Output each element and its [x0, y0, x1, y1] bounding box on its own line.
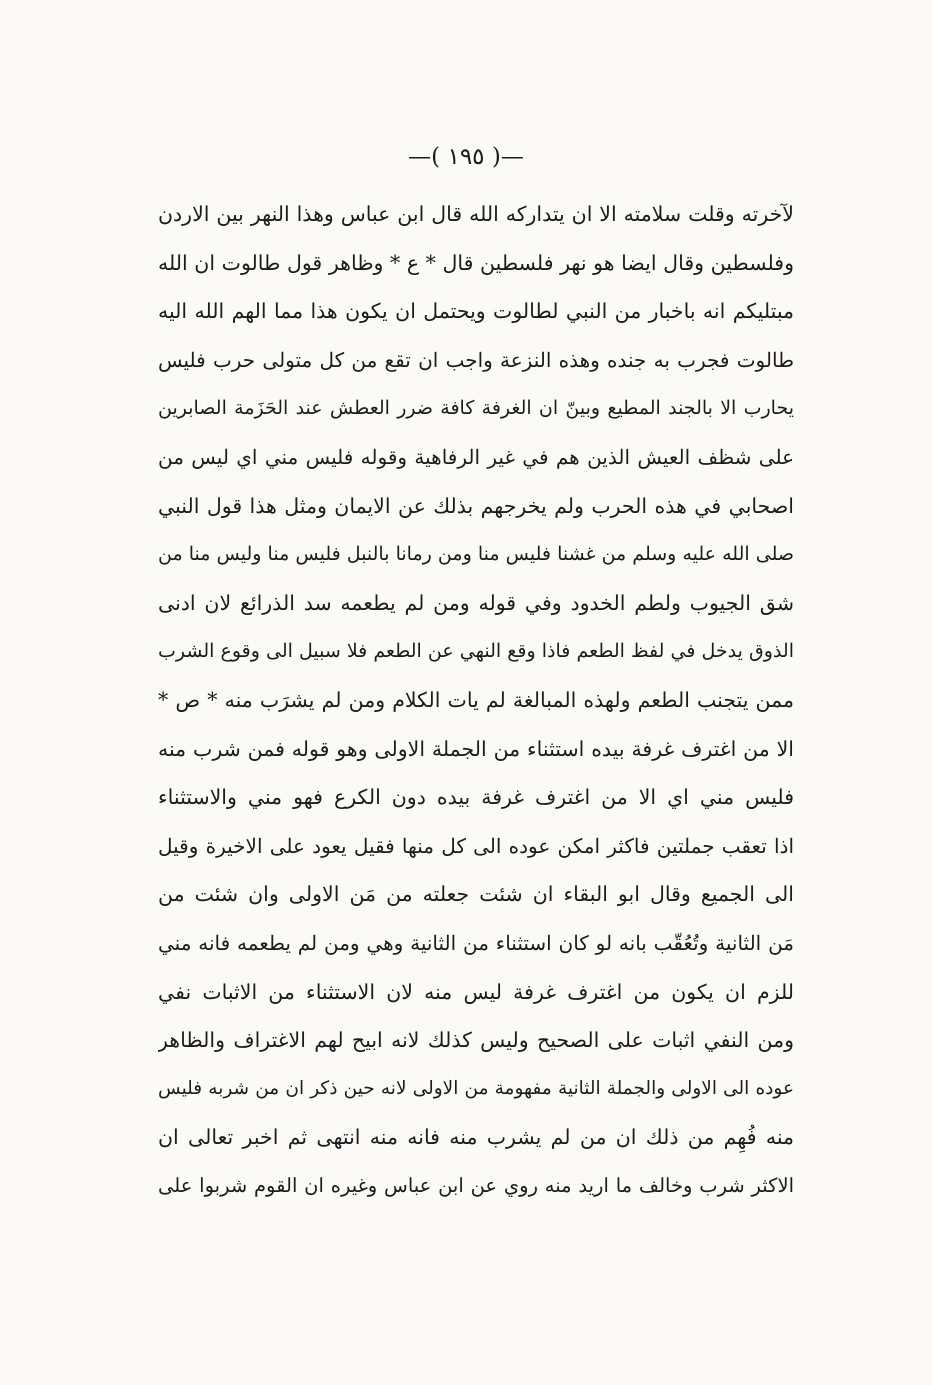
text-line: ممن يتجنب الطعم ولهذه المبالغة لم يات الكلام ومن لم يشرَب منه * ص *: [158, 687, 794, 712]
text-line: اصحابي في هذه الحرب ولم يخرجهم بذلك عن الايمان ومثل هذا قول النبي: [158, 493, 794, 518]
text-line: يحارب الا بالجند المطيع وبينّ ان الغرفة كافة ضرر العطش عند الحَزَمة الصابرين: [158, 397, 794, 420]
text-line: لآخرته وقلت سلامته الا ان يتداركه الله قال ابن عباس وهذا النهر بين الاردن: [158, 202, 794, 226]
page-number: —( ١٩٥ )—: [408, 144, 524, 170]
text-line: وفلسطين وقال ايضا هو نهر فلسطين قال * ع * وظاهر قول طالوت ان الله: [158, 250, 794, 275]
text-line: الا من اغترف غرفة بيده استثناء من الجملة الاولى وهو قوله فمن شرب منه: [158, 736, 794, 761]
text-line: الاكثر شرب وخالف ما اريد منه روي عن ابن عباس وغيره ان القوم شربوا على: [158, 1173, 794, 1197]
text-line: طالوت فجرب به جنده وهذه النزعة واجب ان تقع من كل متولى حرب فليس: [158, 347, 794, 372]
text-line: منه فُهِم من ذلك ان من لم يشرب منه فانه منه انتهى ثم اخبر تعالى ان: [158, 1125, 794, 1150]
text-line: مبتليكم انه باخبار من النبي لطالوت ويحتمل ان يكون هذا مما الهم الله اليه: [158, 299, 794, 324]
text-line: اذا تعقب جملتين فاكثر امكن عوده الى كل منها فقيل يعود على الاخيرة وقيل: [158, 833, 794, 858]
text-line: مَن الثانية وتُعُقّب بانه لو كان استثناء من الثانية وهي ومن لم يطعمه فانه مني: [158, 930, 794, 955]
text-line: عوده الى الاولى والجملة الثانية مفهومة من الاولى لانه حين ذكر ان من شربه فليس: [158, 1077, 794, 1099]
text-line: للزم ان يكون من اغترف غرفة ليس منه لان الاستثناء من الاثبات نفي: [158, 979, 794, 1004]
text-line: على شظف العيش الذين هم في غير الرفاهية وقوله فليس مني اي ليس من: [158, 444, 794, 469]
text-line: شق الجيوب ولطم الخدود وفي قوله ومن لم يطعمه سد الذرائع لان ادنى: [158, 590, 794, 615]
text-line: صلى الله عليه وسلم من غشنا فليس منا ومن رمانا بالنبل فليس منا وليس منا من: [158, 543, 794, 566]
body-text: [158, 190, 794, 1210]
text-line: فليس مني اي الا من اغترف غرفة بيده دون الكرع فهو مني والاستثناء: [158, 785, 794, 810]
text-line: الذوق يدخل في لفظ الطعم فاذا وقع النهي عن الطعم فلا سبيل الى وقوع الشرب: [158, 640, 794, 663]
text-line: الى الجميع وقال ابو البقاء ان شئت جعلته من مَن الاولى وان شئت من: [158, 882, 794, 907]
text-line: ومن النفي اثبات على الصحيح وليس كذلك لانه ابيح لهم الاغتراف والظاهر: [158, 1028, 794, 1053]
